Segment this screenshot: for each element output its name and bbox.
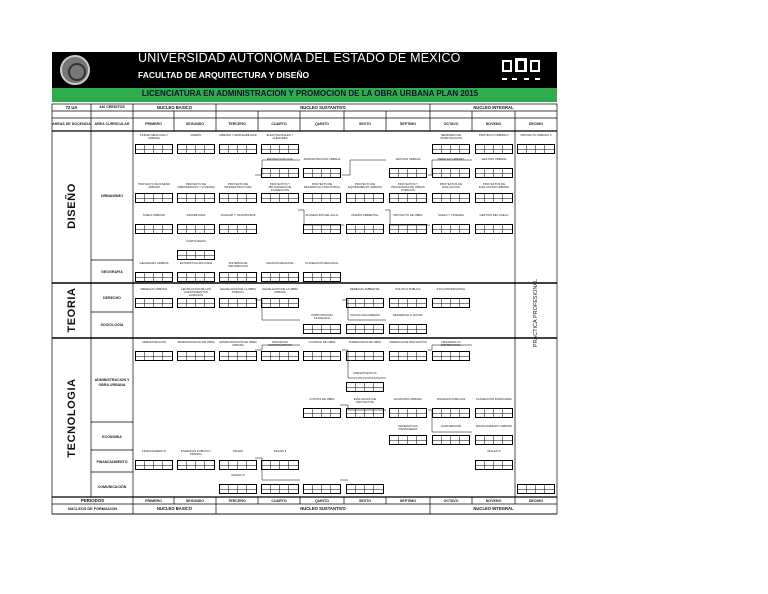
- area-curricular-header: AREA CURRICULAR: [94, 122, 130, 126]
- bottom-period: SEPTIMO: [399, 499, 417, 503]
- total-credits: 446 CREDITOS: [99, 105, 125, 109]
- curricular-derecho: DERECHO: [103, 296, 121, 300]
- area-tecnologia: TECNOLOGIA: [66, 378, 78, 458]
- course-cell: GEOGRAFIA URBANA: [135, 262, 173, 286]
- course-cell: DERECHO URBANO: [432, 158, 470, 182]
- course-cell: INVERSION PUBLICA Y PRIVADA: [177, 450, 215, 474]
- period-header: TERCERO: [228, 122, 246, 126]
- course-cell: POLITICA PUBLICA: [389, 288, 427, 312]
- course-cell: [303, 474, 341, 498]
- course-cell: CONTROL DE OBRA: [303, 341, 341, 365]
- total-ua: 72 UA: [65, 105, 78, 110]
- course-cell: LEGISLACION DE LOS ASENTAMIENTOS HUMANOS: [177, 288, 215, 312]
- course-cell: PROYECTOS DE EVALUACION: [432, 183, 470, 207]
- faculty-name: FACULTAD DE ARQUITECTURA Y DISEÑO: [138, 70, 310, 80]
- area-teoria: TEORIA: [66, 287, 78, 333]
- bottom-period: PRIMERO: [145, 499, 162, 503]
- bottom-period: NOVENO: [485, 499, 502, 503]
- course-cell: SUPERVISION DE OBRA: [346, 341, 384, 365]
- practica-profesional: PRACTICA PROFESIONAL: [533, 278, 539, 348]
- nucleos-formacion-label: NUCLEOS DE FORMACION: [67, 507, 118, 511]
- period-header: SEPTIMO: [399, 122, 417, 126]
- course-cell: PLANEACION DEL AGUA: [303, 214, 341, 238]
- course-cell: PROYECTO DE INFRAESTRUCTURA: [219, 183, 257, 207]
- period-header: QUINTO: [315, 122, 329, 126]
- course-cell: GESTION DEL SUELO: [475, 214, 513, 238]
- course-cell: EVALUACION DE PROYECTOS: [346, 398, 384, 422]
- course-cell: PLANEACION REGIONAL: [303, 262, 341, 286]
- course-cell: FINANZAS PUBLICAS: [432, 398, 470, 422]
- university-name: UNIVERSIDAD AUTONOMA DEL ESTADO DE MEXICO: [138, 51, 461, 65]
- bottom-period: DECIMO: [528, 499, 544, 503]
- course-cell: DISEÑO AMBIENTAL: [346, 214, 384, 238]
- course-cell: SEMINARIO DE INVESTIGACION: [432, 134, 470, 158]
- course-cell: COSTOS DE OBRA: [303, 398, 341, 422]
- course-cell: ECONOMIA URBANA: [389, 398, 427, 422]
- areas-docencia-header: AREAS DE DOCENCIA: [52, 122, 91, 126]
- course-cell: LEGISLACION DE LA OBRA URBANA: [261, 288, 299, 312]
- nucleo-sustantivo-header: NUCLEO SUSTANTIVO: [300, 105, 346, 110]
- course-cell: PROYECTO DE DISEÑO URBANO: [135, 183, 173, 207]
- period-header: SEXTO: [358, 122, 372, 126]
- course-cell: PARTICIPACION CIUDADANA: [303, 314, 341, 338]
- course-cell: INGLES III: [475, 450, 513, 474]
- course-cell: INGLES IV: [219, 474, 257, 498]
- course-cell: DESARROLLO EMPRESARIAL: [432, 341, 470, 365]
- course-cell: INMOBILIARIA: [177, 214, 215, 238]
- course-cell: ADMINISTRACION DE OBRA: [177, 341, 215, 365]
- curricular-geografia: GEOGRAFIA: [101, 270, 123, 274]
- course-cell: PROYECTO DE OBRA: [389, 214, 427, 238]
- course-cell: [346, 474, 384, 498]
- area-diseno: DISEÑO: [66, 183, 78, 229]
- course-cell: CONTABILIDAD: [432, 425, 470, 449]
- nucleo-integral-header: NUCLEO INTEGRAL: [473, 105, 514, 110]
- course-cell: GERENCIA DE PROYECTOS: [389, 341, 427, 365]
- curricular-economia: ECONOMIA: [102, 435, 122, 439]
- course-cell: PLANEACION FINANCIERA: [475, 398, 513, 422]
- course-cell: PROYECTO URBANO II: [517, 134, 555, 158]
- course-cell: FINANCIAMIENTO URBANO: [475, 425, 513, 449]
- period-header: CUARTO: [271, 122, 287, 126]
- nucleo-basico-header: NUCLEO BASICO: [156, 105, 193, 110]
- period-header: DECIMO: [528, 122, 544, 126]
- course-cell: PROYECTO DE DESARROLLO INDUSTRIAL: [303, 183, 341, 207]
- course-cell: [261, 474, 299, 498]
- period-header: PRIMERO: [145, 122, 162, 126]
- course-cell: ANALISIS REGIONAL: [261, 262, 299, 286]
- course-cell: PROYECTOS Y PROGRAMAS DE PLANEACION: [261, 183, 299, 207]
- course-cell: ETICA PROFESIONAL: [432, 288, 470, 312]
- course-cell: PROCESOS CONSTRUCTIVOS: [261, 341, 299, 365]
- course-cell: PROYECTOS DE EVALUACION URBANA: [475, 183, 513, 207]
- course-cell: DESARROLLO SOCIAL: [389, 314, 427, 338]
- course-cell: SUELO Y VIVIENDA: [432, 214, 470, 238]
- bottom-period: SEXTO: [358, 499, 372, 503]
- course-cell: INGLES: [219, 450, 257, 474]
- course-cell: INGLES II: [261, 450, 299, 474]
- course-cell: ADMINISTRACION DE OBRA URBANA: [219, 341, 257, 365]
- course-cell: FINANCIAMIENTO: [135, 450, 173, 474]
- course-cell: PROYECTO URBANO I: [475, 134, 513, 158]
- curricular-urbanismo: URBANISMO: [100, 194, 124, 198]
- bottom-period: CUARTO: [271, 499, 287, 503]
- course-cell: CIUDAD MEXICANA Y URBANA: [135, 134, 173, 158]
- curricular-administracion: ADMINISTRACION Y OBRA URBANA: [94, 378, 130, 387]
- bottom-nucleo-integral: NUCLEO INTEGRAL: [473, 506, 514, 511]
- period-header: NOVENO: [485, 122, 502, 126]
- bottom-period: QUINTO: [315, 499, 329, 503]
- course-cell: VIALIDAD Y TRANSPORTE: [219, 214, 257, 238]
- course-cell: CARTOGRAFIA: [177, 240, 215, 264]
- course-cell: SUELO URBANO: [135, 214, 173, 238]
- course-cell: URBANO Y EMPLEABILIDAD: [219, 134, 257, 158]
- course-cell: DISEÑO: [177, 134, 215, 158]
- course-cell: DERECHO URBANO: [135, 288, 173, 312]
- curricular-sociologia: SOCIOLOGIA: [100, 323, 124, 327]
- course-cell: PROTECCION CIVIL: [261, 158, 299, 182]
- bottom-nucleo-basico: NUCLEO BASICO: [156, 506, 193, 511]
- course-cell: GESTION URBANA: [475, 158, 513, 182]
- course-cell: [517, 474, 555, 498]
- course-cell: LEGISLACION DE LA OBRA PUBLICA: [219, 288, 257, 312]
- course-cell: DERECHO AMBIENTAL: [346, 288, 384, 312]
- bottom-period: SEGUNDO: [185, 499, 205, 503]
- course-cell: ADMINISTRACION URBANA: [303, 158, 341, 182]
- course-cell: SOCIOLOGIA URBANA: [346, 314, 384, 338]
- course-cell: ADMINISTRACION: [135, 341, 173, 365]
- bottom-period: OCTAVO: [443, 499, 459, 503]
- course-cell: MATEMATICAS FINANCIERAS: [389, 425, 427, 449]
- course-cell: ESTADISTICA APLICADA: [177, 262, 215, 286]
- course-cell: PROYECTOS Y PROGRAMAS DE OBRAS PUBLICAS: [389, 183, 427, 207]
- periodos-label: PERIODOS: [80, 498, 105, 503]
- curricular-comunicacion: COMUNICACIÓN: [97, 485, 127, 489]
- course-cell: PRESUPUESTOS: [346, 372, 384, 396]
- bottom-nucleo-sustantivo: NUCLEO SUSTANTIVO: [300, 506, 346, 511]
- course-cell: ELECTIVA INGLES Y ALEMANES: [261, 134, 299, 158]
- curricular-financiamiento: FINANCIAMIENTO: [96, 460, 128, 464]
- course-cell: SISTEMAS DE INFORMACION: [219, 262, 257, 286]
- course-cell: PROYECTO DE EQUIPAMIENTO URBANO: [346, 183, 384, 207]
- period-header: SEGUNDO: [185, 122, 205, 126]
- course-cell: PROYECTO DE URBANIZACION Y VIVIENDA: [177, 183, 215, 207]
- course-cell: GESTION URBANA: [389, 158, 427, 182]
- period-header: OCTAVO: [443, 122, 459, 126]
- program-title: LICENCIATURA EN ADMINISTRACION Y PROMOCION DE LA OBRA URBANA PLAN 2015: [141, 89, 479, 98]
- bottom-period: TERCERO: [228, 499, 246, 503]
